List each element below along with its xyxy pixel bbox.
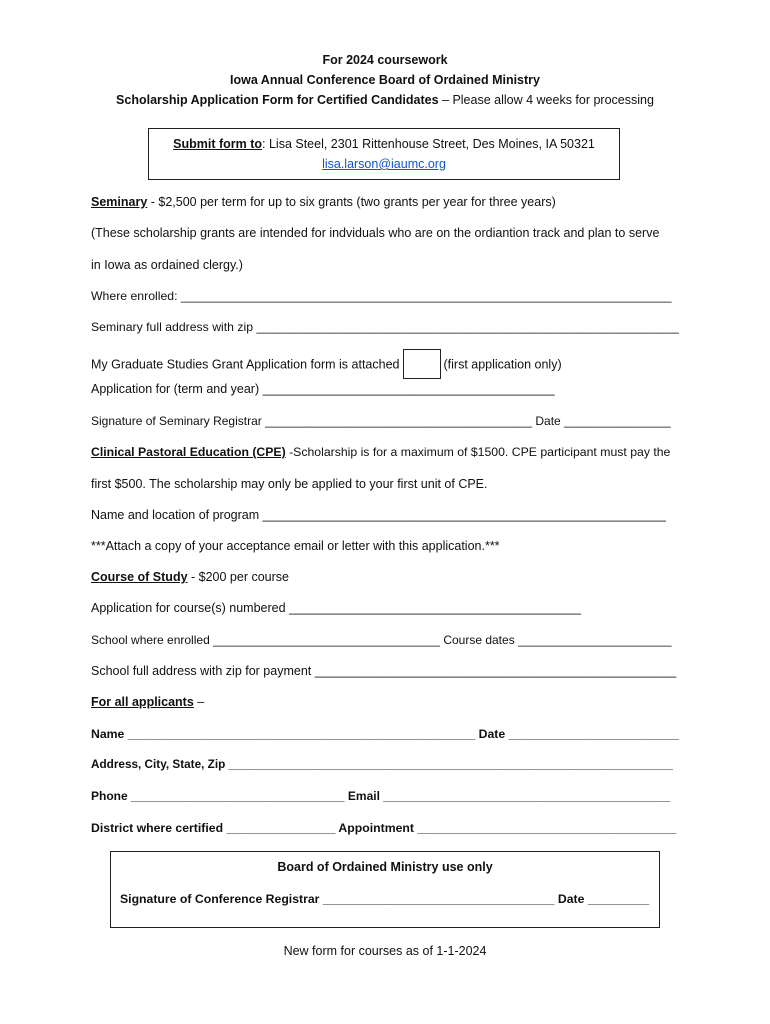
- all-applicants-heading: For all applicants: [91, 695, 194, 709]
- applicant-phone-email-field[interactable]: Phone ________________________________ Email ___________________________________________: [91, 789, 671, 803]
- seminary-heading: Seminary: [91, 195, 148, 209]
- cpe-attach-note: ***Attach a copy of your acceptance email or letter with this application.***: [91, 539, 500, 553]
- form-footer-note: New form for courses as of 1-1-2024: [283, 944, 487, 958]
- submit-label: Submit form to: [173, 137, 263, 151]
- course-of-study-heading-line: [91, 569, 289, 585]
- form-title: Scholarship Application Form for Certified Candidates: [116, 93, 439, 107]
- cpe-info: -Scholarship is for a maximum of $1500. CPE participant must pay the: [285, 445, 671, 459]
- header-form-title: [0, 90, 770, 110]
- cpe-info-line-2: first $500. The scholarship may only be applied to your first unit of CPE.: [91, 477, 488, 491]
- submit-address-line: [149, 134, 619, 154]
- header-coursework-year: For 2024 coursework: [322, 53, 448, 67]
- all-applicants-heading-line: [91, 694, 204, 710]
- all-applicants-dash: –: [193, 695, 205, 709]
- conference-registrar-signature-field[interactable]: Signature of Conference Registrar __________________________________ Date _________: [120, 892, 650, 906]
- school-address-field[interactable]: School full address with zip for payment ____________________________________________________: [91, 664, 677, 678]
- official-use-box: [110, 851, 660, 928]
- seminary-address-field[interactable]: Seminary full address with zip ______________________________________________________________: [91, 320, 679, 334]
- cpe-program-field[interactable]: Name and location of program __________________________________________________________: [91, 508, 666, 522]
- processing-note: – Please allow 4 weeks for processing: [438, 93, 654, 107]
- seminary-heading-line: [91, 194, 556, 210]
- where-enrolled-field[interactable]: Where enrolled: ________________________________________________________________________: [91, 289, 672, 303]
- cpe-heading: Clinical Pastoral Education (CPE): [91, 445, 286, 459]
- submit-to-box: [148, 128, 620, 180]
- applicant-name-field[interactable]: Name ___________________________________________________ Date _________________________: [91, 727, 679, 741]
- submit-email-link[interactable]: lisa.larson@iaumc.org: [322, 157, 446, 171]
- applicant-address-field[interactable]: Address, City, State, Zip ____________________________________________________________________: [91, 758, 673, 771]
- course-numbers-field[interactable]: Application for course(s) numbered __________________________________________: [91, 601, 581, 615]
- course-of-study-heading: Course of Study: [91, 570, 188, 584]
- grant-form-checkbox[interactable]: [403, 349, 441, 379]
- course-of-study-info: - $200 per course: [187, 570, 289, 584]
- first-application-note: (first application only): [443, 357, 562, 372]
- seminary-note-1: (These scholarship grants are intended for indviduals who are on the ordiantion track and plan to serve: [91, 226, 660, 240]
- seminary-registrar-signature-field[interactable]: Signature of Seminary Registrar ________________________________________ Date ________________: [91, 414, 671, 428]
- grant-form-attached-line: [91, 350, 562, 380]
- school-enrolled-field[interactable]: School where enrolled __________________________________ Course dates _______________________: [91, 633, 672, 647]
- submit-address: : Lisa Steel, 2301 Rittenhouse Street, Des Moines, IA 50321: [262, 137, 595, 151]
- grant-form-label: My Graduate Studies Grant Application form is attached: [91, 357, 400, 372]
- district-appointment-field[interactable]: District where certified ________________ Appointment ______________________________________: [91, 821, 677, 835]
- seminary-note-2: in Iowa as ordained clergy.): [91, 258, 243, 272]
- seminary-grant-info: - $2,500 per term for up to six grants (two grants per year for three years): [147, 195, 556, 209]
- official-use-title: Board of Ordained Ministry use only: [277, 860, 493, 874]
- form-header: [0, 50, 770, 110]
- cpe-heading-line: [91, 444, 670, 460]
- header-organization: Iowa Annual Conference Board of Ordained Ministry: [230, 73, 540, 87]
- application-term-field[interactable]: Application for (term and year) __________________________________________: [91, 382, 555, 396]
